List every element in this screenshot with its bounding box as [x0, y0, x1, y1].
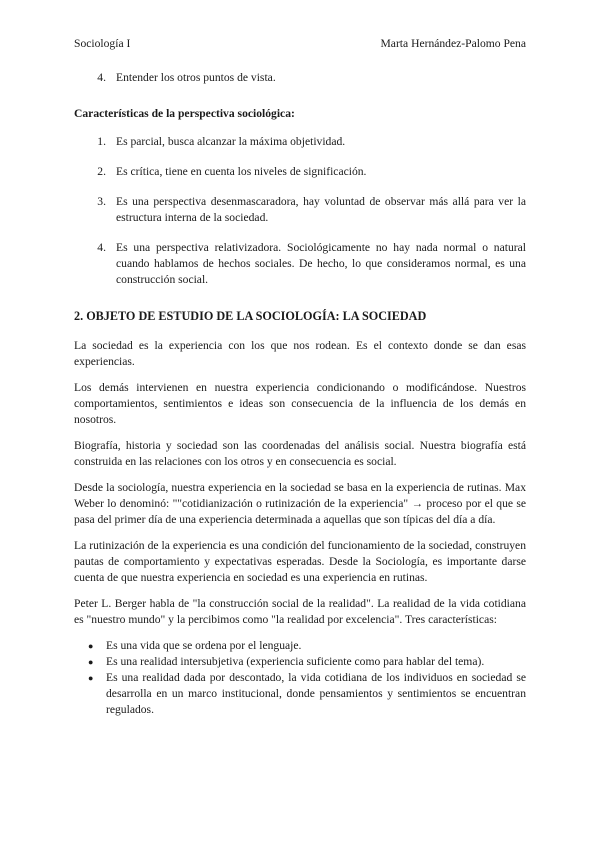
page-header [74, 36, 526, 52]
list-item-number: 1. [97, 135, 106, 148]
characteristics-bullet-list [74, 638, 526, 718]
bullet-icon: ● [88, 673, 94, 683]
bullet-icon: ● [88, 657, 94, 667]
bullet-item [74, 654, 526, 670]
bullet-text: Es una realidad intersubjetiva (experiencia suficiente como para hablar del tema). [106, 655, 485, 668]
page-content [74, 70, 526, 718]
list-item-text: Es crítica, tiene en cuenta los niveles de significación. [116, 165, 367, 178]
list-item-number: 2. [97, 165, 106, 178]
intro-list [74, 70, 526, 86]
paragraph: La rutinización de la experiencia es una condición del funcionamiento de la sociedad, construyen pautas de comportamiento y expectativas esperadas. Desde la Sociología, es importante darse cuenta de que nuestra experiencia en sociedad es una experiencia en rutinas. [74, 539, 526, 584]
list-item-number: 3. [97, 195, 106, 208]
section-title: 2. OBJETO DE ESTUDIO DE LA SOCIOLOGÍA: LA SOCIEDAD [74, 309, 427, 323]
list-item [74, 194, 526, 226]
paragraph: Peter L. Berger habla de "la construcción social de la realidad". La realidad de la vida cotidiana es "nuestro mundo" y la percibimos como "la realidad por excelencia". Tres características: [74, 597, 526, 626]
list-item-number: 4. [97, 71, 106, 84]
list-item [74, 164, 526, 180]
list-item [74, 134, 526, 150]
bullet-item [74, 638, 526, 654]
paragraph: Los demás intervienen en nuestra experiencia condicionando o modificándose. Nuestros comportamientos, sentimientos e ideas son consecuencia de la influencia de los demás en nosotros. [74, 381, 526, 426]
list-item-text: Es una perspectiva desenmascaradora, hay voluntad de observar más allá para ver la estructura interna de la sociedad. [116, 195, 526, 224]
list-item [74, 70, 526, 86]
list-item-text: Es parcial, busca alcanzar la máxima objetividad. [116, 135, 346, 148]
header-course-title: Sociología I [74, 37, 131, 50]
characteristics-list [74, 134, 526, 288]
paragraph: Biografía, historia y sociedad son las coordenadas del análisis social. Nuestra biografía está construida en las relaciones con los otros y en consecuencia es social. [74, 439, 526, 468]
bullet-item [74, 670, 526, 718]
list-item [74, 240, 526, 288]
list-item-number: 4. [97, 241, 106, 254]
bullet-icon: ● [88, 641, 94, 651]
paragraph: La sociedad es la experiencia con los que nos rodean. Es el contexto donde se dan esas experiencias. [74, 339, 526, 368]
paragraph: Desde la sociología, nuestra experiencia en la sociedad se basa en la experiencia de rutinas. Max Weber lo denominó: ""cotidianización o rutinización de la experiencia" → proceso por el que se pasa del primer día de una experiencia determinada a aquellas que son típicas del día a día. [74, 481, 526, 526]
header-author: Marta Hernández-Palomo Pena [380, 37, 526, 50]
list-item-text: Entender los otros puntos de vista. [116, 71, 276, 84]
bullet-text: Es una realidad dada por descontado, la vida cotidiana de los individuos en sociedad se desarrolla en un marco institucional, donde pensamientos y sentimientos se encuentran regulados. [106, 671, 526, 716]
bullet-text: Es una vida que se ordena por el lenguaje. [106, 639, 302, 652]
characteristics-heading: Características de la perspectiva sociológica: [74, 107, 295, 120]
list-item-text: Es una perspectiva relativizadora. Sociológicamente no hay nada normal o natural cuando hablamos de hechos sociales. De hecho, lo que consideramos normal, es una construcción social. [116, 241, 526, 286]
